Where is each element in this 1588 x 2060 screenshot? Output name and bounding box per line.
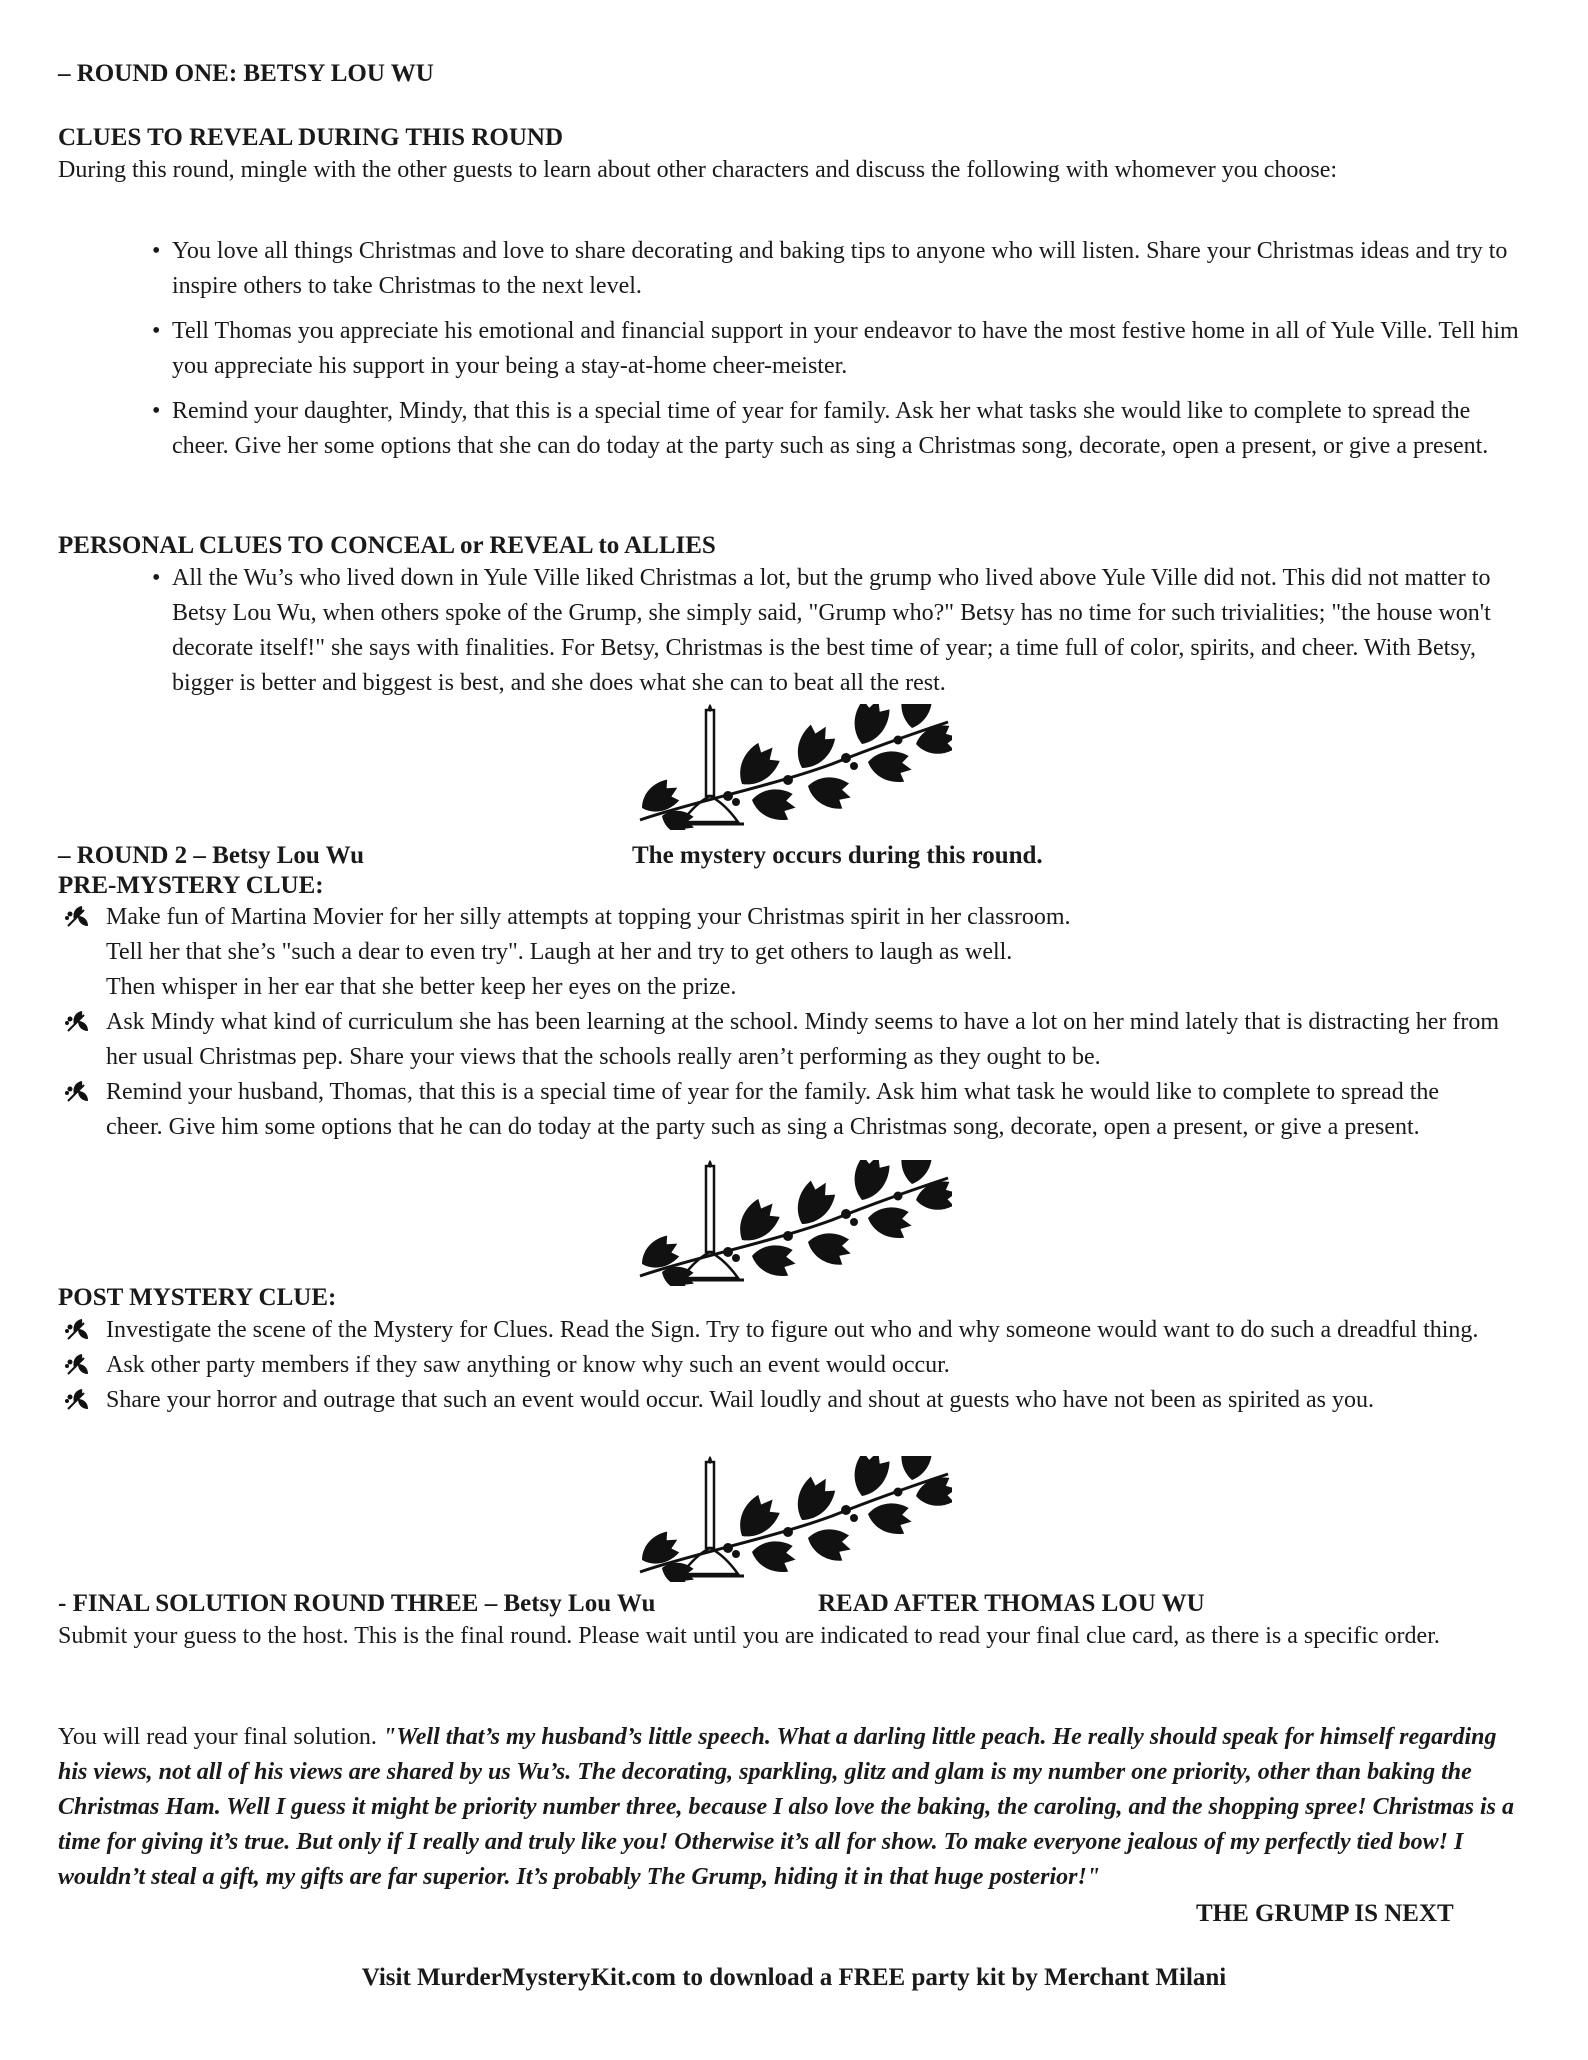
final-solution-text: "Well that’s my husband’s little speech. What a darling little peach. He really should speak for himself regarding his views, not all of his views are shared by us Wu’s. The decorating, sparkling, glitz and glam is my number one priority, other than baking the Christmas Ham. Well I guess it might be priority number three, because I also love the baking, the caroling, and the shopping spree! Christmas is a time for giving it’s true. But only if I really and truly like you! Otherwise it’s all for show. To make everyone jealous of my perfectly tied bow! I wouldn’t steal a gift, my gifts are far superior. It’s probably The Grump, hiding it in that huge posterior!": [58, 1724, 1514, 1890]
round-one-title: – ROUND ONE: BETSY LOU WU: [58, 60, 434, 87]
list-item-line: Tell her that she’s "such a dear to even try". Laugh at her and try to get others to laugh as well.: [106, 939, 1013, 965]
list-item-text: Share your horror and outrage that such an event would occur. Wail loudly and shout at guests who have not been as spirited as you.: [106, 1387, 1374, 1413]
list-item: [60, 1383, 1500, 1418]
round-one-intro: During this round, mingle with the other guests to learn about other characters and discuss the following with whomever you choose:: [58, 157, 1338, 183]
list-item: • Remind your daughter, Mindy, that this is a special time of year for family. Ask her what tasks she would like to complete to spread the cheer. Give her some options that she can do today at the party such as sing a Christmas song, decorate, open a present, or give a present.: [152, 394, 1522, 464]
holly-sprig-icon: [64, 1009, 90, 1035]
pre-mystery-list: [60, 900, 1500, 1145]
final-solution-lead: You will read your final solution.: [58, 1724, 377, 1750]
list-item: [60, 1313, 1500, 1348]
list-item: [60, 1348, 1500, 1383]
holly-sprig-icon: [64, 1352, 90, 1378]
holly-sprig-icon: [64, 1079, 90, 1105]
candle-holly-icon: [632, 704, 952, 830]
list-item-line: Then whisper in her ear that she better keep her eyes on the prize.: [106, 974, 737, 1000]
mystery-note: The mystery occurs during this round.: [632, 842, 1043, 869]
final-solution-paragraph: [58, 1720, 1528, 1895]
post-mystery-list: [60, 1313, 1500, 1418]
list-item: [60, 1075, 1500, 1145]
pre-mystery-heading: PRE-MYSTERY CLUE:: [58, 872, 324, 899]
next-player-note: THE GRUMP IS NEXT: [1196, 1900, 1454, 1927]
list-item-text: Investigate the scene of the Mystery for Clues. Read the Sign. Try to figure out who and why someone would want to do such a dreadful thing.: [106, 1317, 1479, 1343]
footer-note: Visit MurderMysteryKit.com to download a FREE party kit by Merchant Milani: [361, 1964, 1227, 1991]
holly-sprig-icon: [64, 904, 90, 930]
post-mystery-heading: POST MYSTERY CLUE:: [58, 1284, 337, 1311]
list-item: • You love all things Christmas and love to share decorating and baking tips to anyone who will listen. Share your Christmas ideas and try to inspire others to take Christmas to the next level.: [152, 234, 1522, 304]
list-item-line: Make fun of Martina Movier for her silly attempts at topping your Christmas spirit in her classroom.: [106, 904, 1071, 930]
personal-clue-list: [152, 561, 1522, 711]
candle-holly-icon: [632, 1160, 952, 1286]
final-round-intro: Submit your guess to the host. This is the final round. Please wait until you are indicated to read your final clue card, as there is a specific order.: [58, 1623, 1440, 1649]
holly-sprig-icon: [64, 1387, 90, 1413]
list-item-line: Ask Mindy what kind of curriculum she has been learning at the school. Mindy seems to have a lot on her mind lately that is distracting her from her usual Christmas pep. Share your views that the schools really aren’t performing as they ought to be.: [106, 1009, 1500, 1070]
list-item-line: Remind your husband, Thomas, that this is a special time of year for the family. Ask him what task he would like to complete to spread the cheer. Give him some options that he can do today at the party such as sing a Christmas song, decorate, open a present, or give a present.: [106, 1079, 1440, 1140]
list-item: [60, 900, 1500, 1005]
list-item: • All the Wu’s who lived down in Yule Ville liked Christmas a lot, but the grump who lived above Yule Ville did not. This did not matter to Betsy Lou Wu, when others spoke of the Grump, she simply said, "Grump who?" Betsy has no time for such trivialities; "the house won't decorate itself!" she says with finalities. For Betsy, Christmas is the best time of year; a time full of color, spirits, and cheer. With Betsy, bigger is better and biggest is best, and she does what she can to beat all the rest.: [152, 561, 1522, 701]
read-after-note: READ AFTER THOMAS LOU WU: [818, 1590, 1205, 1617]
final-round-title: - FINAL SOLUTION ROUND THREE – Betsy Lou Wu: [58, 1590, 656, 1617]
list-item: • Tell Thomas you appreciate his emotional and financial support in your endeavor to have the most festive home in all of Yule Ville. Tell him you appreciate his support in your being a stay-at-home cheer-meister.: [152, 314, 1522, 384]
list-item: [60, 1005, 1500, 1075]
round-two-title: – ROUND 2 – Betsy Lou Wu: [58, 842, 365, 869]
candle-holly-icon: [632, 1456, 952, 1582]
list-item-text: Ask other party members if they saw anything or know why such an event would occur.: [106, 1352, 950, 1378]
holly-sprig-icon: [64, 1317, 90, 1343]
personal-clues-heading: PERSONAL CLUES TO CONCEAL or REVEAL to ALLIES: [58, 532, 716, 559]
clues-heading: CLUES TO REVEAL DURING THIS ROUND: [58, 124, 563, 151]
round-one-clue-list: [152, 234, 1522, 474]
